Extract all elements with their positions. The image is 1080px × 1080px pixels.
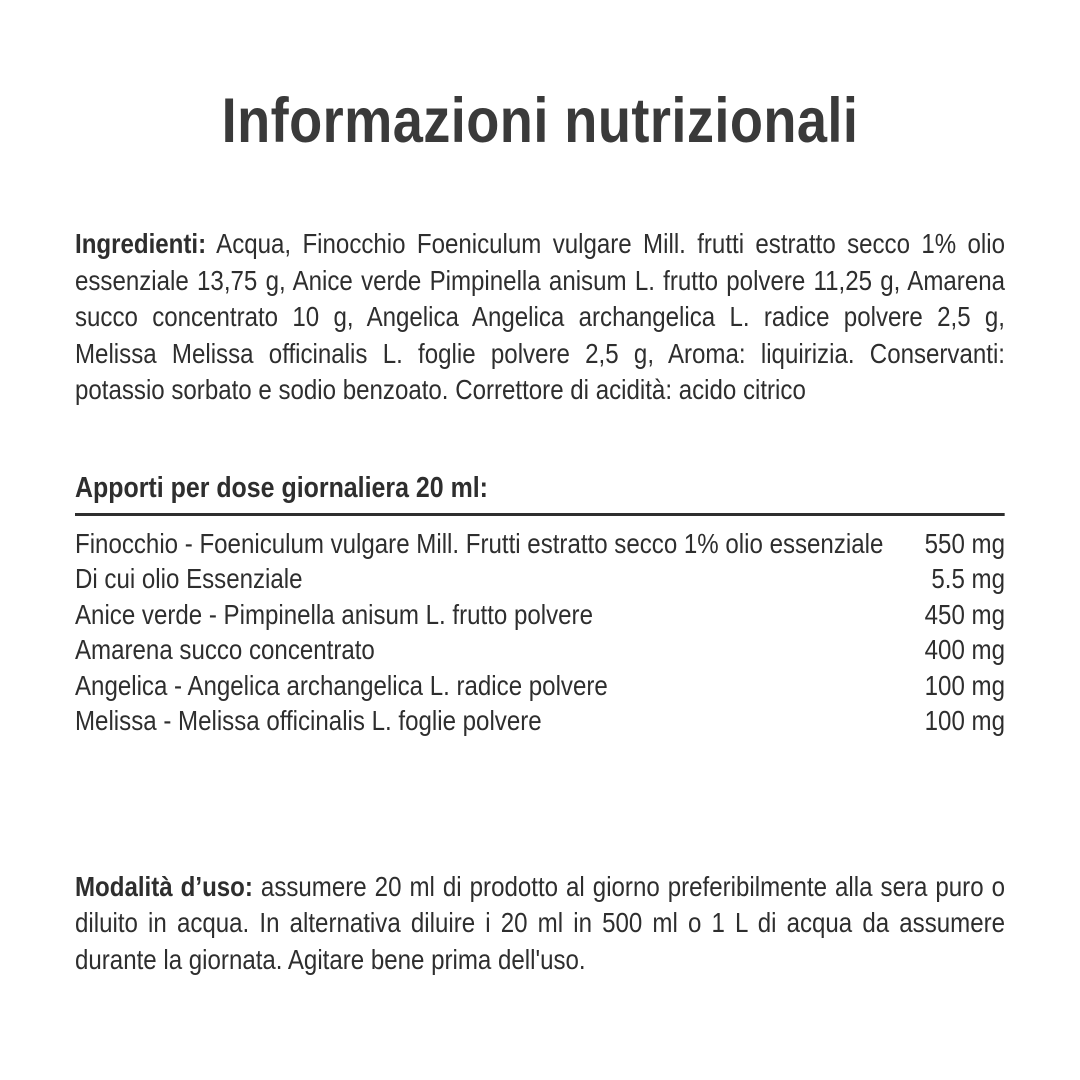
table-row bbox=[75, 526, 1005, 562]
ingredient-name: Amarena succo concentrato bbox=[75, 634, 375, 666]
ingredient-name: Di cui olio Essenziale bbox=[75, 563, 303, 595]
dose-table-heading: Apporti per dose giornaliera 20 ml: bbox=[75, 471, 488, 504]
ingredient-amount: 100 mg bbox=[924, 705, 1005, 737]
ingredient-amount: 5.5 mg bbox=[931, 563, 1005, 595]
usage-label: Modalità d’uso: bbox=[75, 870, 253, 902]
ingredients-paragraph bbox=[75, 226, 1005, 409]
usage-text: assumere 20 ml di prodotto al giorno preferibilmente alla sera puro o diluito in acqua. In alternativa diluire i 20 ml in 500 ml o 1 L di acqua da assumere durante la giornata. Agitare bene prima dell'uso. bbox=[75, 870, 1006, 975]
ingredient-amount: 550 mg bbox=[924, 527, 1005, 559]
ingredient-name: Angelica - Angelica archangelica L. radice polvere bbox=[75, 669, 608, 701]
heading-divider bbox=[75, 513, 1005, 516]
ingredient-name: Anice verde - Pimpinella anisum L. frutto polvere bbox=[75, 598, 593, 630]
ingredients-label: Ingredienti: bbox=[75, 228, 207, 260]
table-row bbox=[75, 561, 1005, 597]
table-row bbox=[75, 597, 1005, 633]
page-title: Informazioni nutrizionali bbox=[221, 86, 859, 156]
ingredient-amount: 100 mg bbox=[924, 669, 1005, 701]
ingredient-name: Finocchio - Foeniculum vulgare Mill. Frutti estratto secco 1% olio essenziale bbox=[75, 527, 884, 559]
table-row bbox=[75, 668, 1005, 704]
table-row bbox=[75, 703, 1005, 739]
usage-paragraph bbox=[75, 869, 1005, 979]
ingredient-amount: 400 mg bbox=[924, 634, 1005, 666]
ingredient-amount: 450 mg bbox=[924, 598, 1005, 630]
ingredient-name: Melissa - Melissa officinalis L. foglie polvere bbox=[75, 705, 542, 737]
table-row bbox=[75, 632, 1005, 668]
dose-table bbox=[75, 526, 1005, 739]
label-content bbox=[75, 0, 1005, 978]
ingredients-text: Acqua, Finocchio Foeniculum vulgare Mill. frutti estratto secco 1% olio essenziale 13,75 g, Anice verde Pimpinella anisum L. frutto polvere 11,25 g, Amarena succo concentrato 10 g, Angelica Angelica archangelica L. radice polvere 2,5 g, Melissa Melissa officinalis L. foglie polvere 2,5 g, Aroma: liquirizia. Conservanti: potassio sorbato e sodio benzoato. Correttore di acidità: acido citrico bbox=[75, 228, 1005, 406]
